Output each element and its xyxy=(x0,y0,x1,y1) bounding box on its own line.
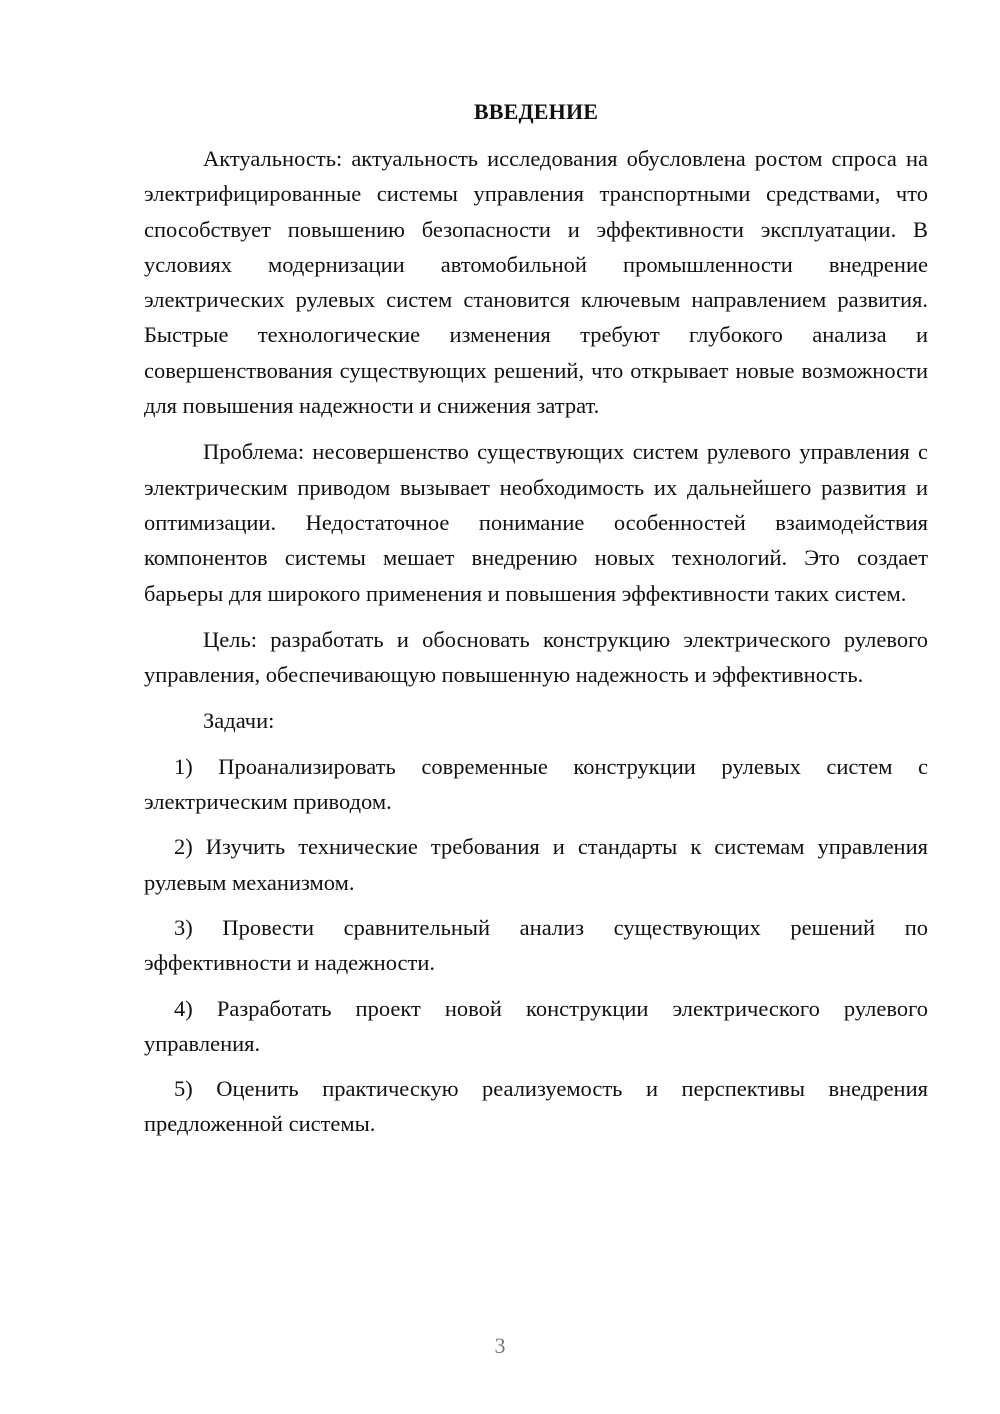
task-item-3: 3) Провести сравнительный анализ существующих решений по эффективности и надежности. xyxy=(144,914,928,976)
goal-paragraph: Цель: разработать и обосновать конструкцию электрического рулевого управления, обеспечивающую повышенную надежность и эффективность. xyxy=(144,626,928,688)
task-item-5: 5) Оценить практическую реализуемость и перспективы внедрения предложенной системы. xyxy=(144,1076,928,1137)
section-title: ВВЕДЕНИЕ xyxy=(473,99,599,124)
relevance-paragraph: Актуальность: актуальность исследования обусловлена ростом спроса на электрифицированные системы управления транспортными средствами, что способствует повышению безопасности и эффективности эксплуатации. В условиях модернизации автомобильной промышленности внедрение электрических рулевых систем становится ключевым направлением развития. Быстрые технологические изменения требуют глубокого анализа и совершенствования существующих решений, что открывает новые возможности для повышения надежности и снижения затрат. xyxy=(144,146,928,419)
document-page xyxy=(144,94,928,1142)
page-number: 3 xyxy=(494,1333,506,1358)
task-item-4: 4) Разработать проект новой конструкции электрического рулевого управления. xyxy=(144,995,928,1056)
tasks-heading: Задачи: xyxy=(203,708,275,734)
task-item-2: 2) Изучить технические требования и стандарты к системам управления рулевым механизмом. xyxy=(144,834,928,895)
task-item-1: 1) Проанализировать современные конструкции рулевых систем с электрическим приводом. xyxy=(144,753,928,815)
problem-paragraph: Проблема: несовершенство существующих систем рулевого управления с электрическим приводом вызывает необходимость их дальнейшего развития и оптимизации. Недостаточное понимание особенностей взаимодействия компонентов системы мешает внедрению новых технологий. Это создает барьеры для широкого применения и повышения эффективности таких систем. xyxy=(144,439,928,606)
